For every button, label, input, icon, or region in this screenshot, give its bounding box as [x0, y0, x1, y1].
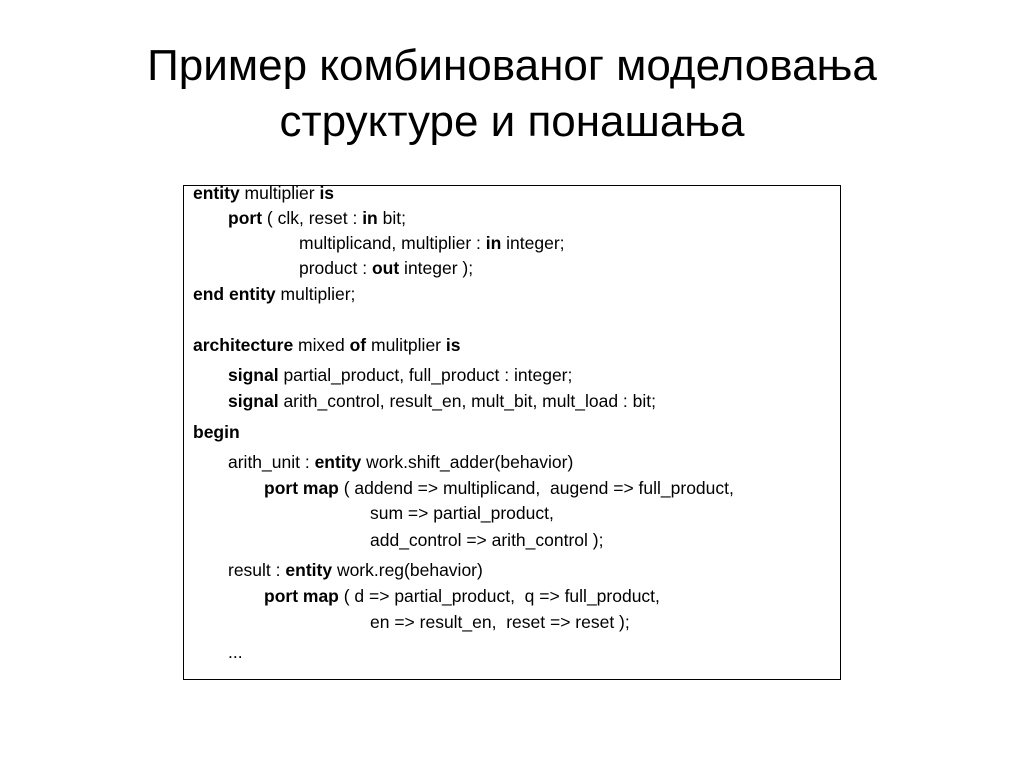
code-line: [228, 391, 656, 411]
code-text: bit;: [377, 208, 406, 228]
code-keyword: is: [445, 335, 461, 355]
code-text: partial_product, full_product : integer;: [278, 365, 573, 385]
code-text: ( d => partial_product, q => full_product,: [338, 586, 660, 606]
code-line: [370, 503, 554, 523]
code-line: [228, 208, 406, 228]
code-text: mixed: [293, 335, 350, 355]
code-keyword: end entity: [193, 284, 276, 304]
slide-title: [0, 38, 1024, 150]
code-keyword: port: [228, 208, 263, 228]
code-text: result :: [228, 560, 286, 580]
slide-title-line-1: Пример комбинованог моделовања: [147, 41, 877, 90]
code-line: [193, 183, 334, 203]
code-text: arith_control, result_en, mult_bit, mult_load : bit;: [278, 391, 656, 411]
code-line: [264, 586, 660, 606]
code-keyword: port map: [264, 586, 339, 606]
code-keyword: in: [485, 233, 502, 253]
code-line: [228, 452, 573, 472]
code-keyword: in: [362, 208, 378, 228]
code-keyword: signal: [228, 391, 279, 411]
code-line: [193, 335, 460, 355]
code-text: ( addend => multiplicand, augend => full_product,: [338, 478, 734, 498]
code-text: multiplier;: [275, 284, 356, 304]
code-line: [228, 642, 243, 662]
code-line: [299, 233, 565, 253]
code-text: multiplicand, multiplier :: [299, 233, 486, 253]
code-text: arith_unit :: [228, 452, 315, 472]
code-text: mulitplier: [366, 335, 446, 355]
code-keyword: entity: [193, 183, 240, 203]
code-text: ...: [228, 642, 243, 662]
code-text: en => result_en, reset => reset );: [370, 612, 630, 632]
code-text: sum => partial_product,: [370, 503, 554, 523]
code-keyword: is: [319, 183, 335, 203]
code-text: ( clk, reset :: [262, 208, 363, 228]
code-keyword: entity: [285, 560, 333, 580]
code-text: add_control => arith_control );: [370, 530, 604, 550]
slide-title-line-2: структуре и понашања: [279, 97, 745, 146]
code-line: [228, 365, 572, 385]
code-text: work.reg(behavior): [332, 560, 483, 580]
code-keyword: of: [349, 335, 367, 355]
code-text: integer );: [399, 258, 474, 278]
code-line: [370, 530, 603, 550]
code-keyword: begin: [193, 422, 240, 442]
code-line: [193, 422, 240, 442]
code-text: multiplier: [239, 183, 320, 203]
code-line: [299, 258, 473, 278]
code-text: product :: [299, 258, 372, 278]
code-listing-box: [183, 185, 841, 680]
code-line: [193, 284, 355, 304]
code-line: [228, 560, 483, 580]
code-text: work.shift_adder(behavior): [361, 452, 574, 472]
code-keyword: architecture: [193, 335, 294, 355]
code-keyword: port map: [264, 478, 339, 498]
code-keyword: signal: [228, 365, 279, 385]
code-text: integer;: [501, 233, 565, 253]
code-keyword: entity: [314, 452, 362, 472]
code-keyword: out: [371, 258, 400, 278]
code-line: [264, 478, 734, 498]
code-line: [370, 612, 630, 632]
